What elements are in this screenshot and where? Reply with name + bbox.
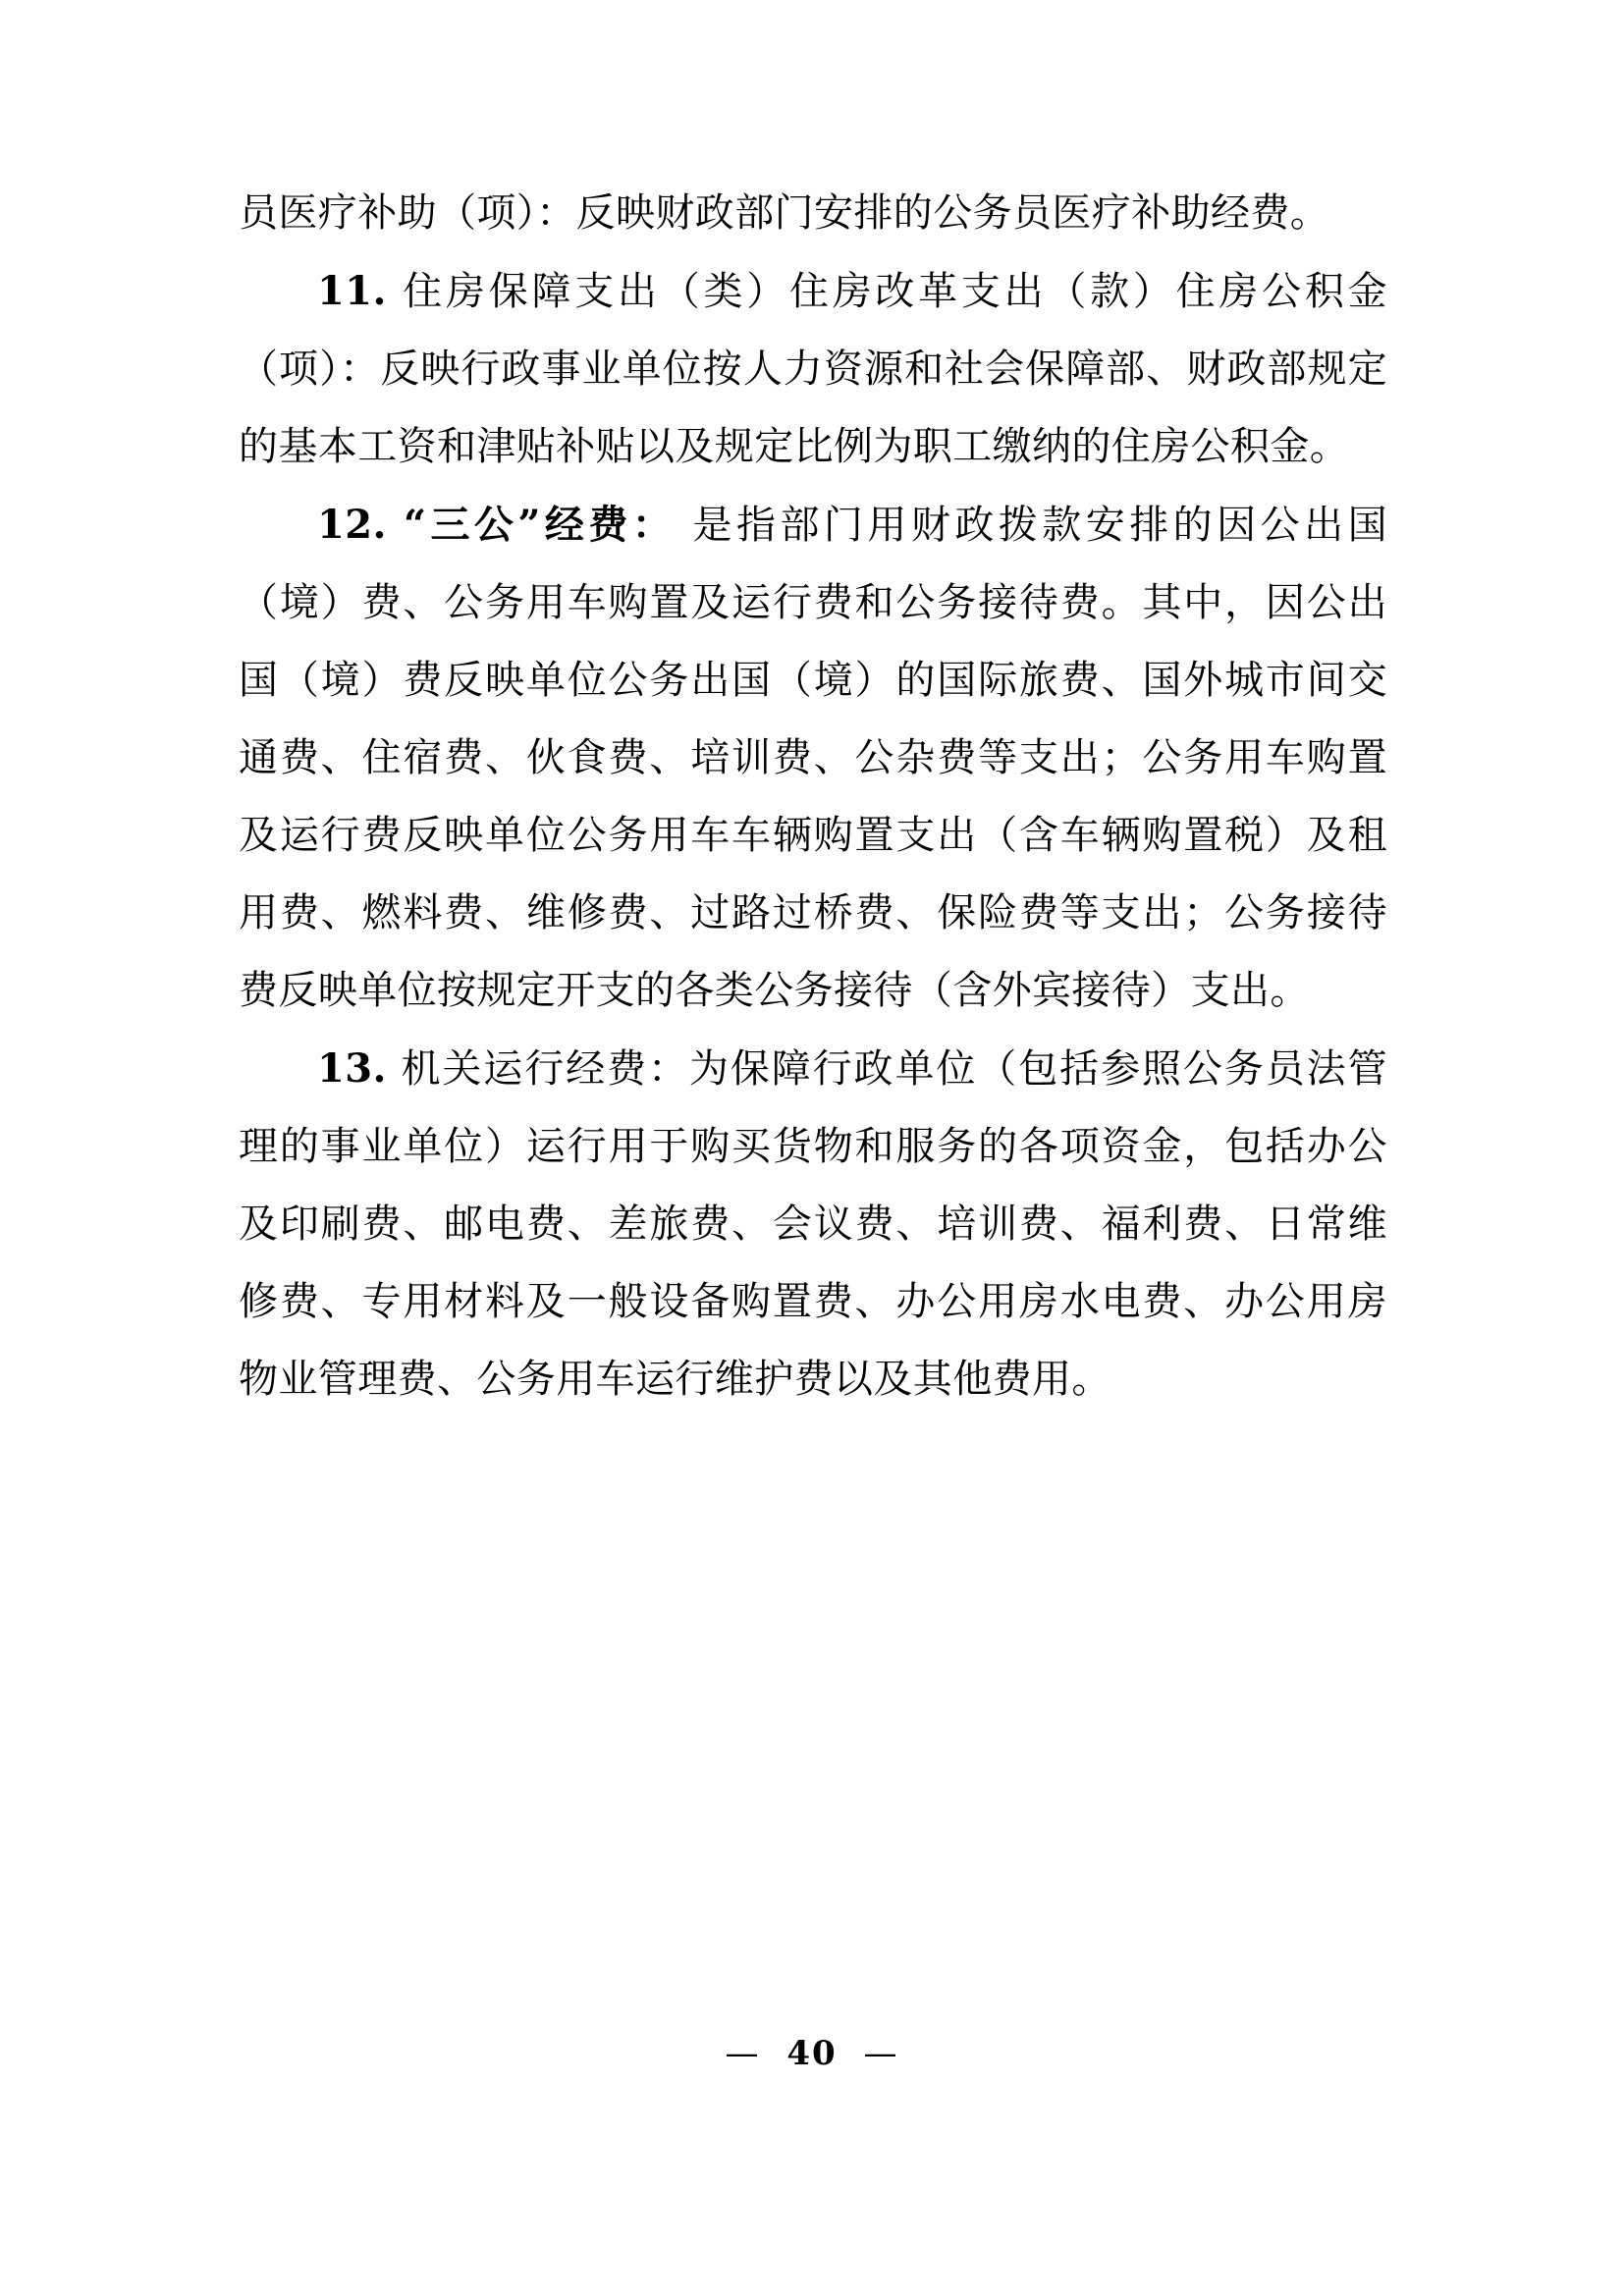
paragraph-13-organ-operating-expenses bbox=[239, 1030, 1387, 1418]
page-footer bbox=[0, 2034, 1624, 2073]
paragraph-continued-medical-subsidy bbox=[239, 175, 1387, 252]
page-number: 40 bbox=[786, 2034, 838, 2073]
paragraph-number: 11. bbox=[317, 268, 387, 314]
paragraph-11-housing-fund bbox=[239, 252, 1387, 486]
paragraph-text: 员医疗补助（项）：反映财政部门安排的公务员医疗补助经费。 bbox=[239, 190, 1330, 236]
footer-dash-left: — bbox=[725, 2034, 761, 2073]
paragraph-text: 是指部门用财政拨款安排的因公出国（境）费、公务用车购置及运行费和公务接待费。其中，因公出国（境）费反映单位公务出国（境）的国际旅费、国外城市间交通费、住宿费、伙食费、培训费、公杂费等支出；公务用车购置及运行费反映单位公务用车车辆购置支出（含车辆购置税）及租用费、燃料费、维修费、过路过桥费、保险费等支出；公务接待费反映单位按规定开支的各类公务接待（含外宾接待）支出。 bbox=[239, 503, 1387, 1013]
paragraph-number: 13. bbox=[317, 1045, 387, 1092]
paragraph-text: 机关运行经费：为保障行政单位（包括参照公务员法管理的事业单位）运行用于购买货物和服务的各项资金，包括办公及印刷费、邮电费、差旅费、会议费、培训费、福利费、日常维修费、专用材料及一般设备购置费、办公用房水电费、办公用房物业管理费、公务用车运行维护费以及其他费用。 bbox=[239, 1046, 1387, 1402]
paragraph-text: 住房保障支出（类）住房改革支出（款）住房公积金（项）：反映行政事业单位按人力资源和社会保障部、财政部规定的基本工资和津贴补贴以及规定比例为职工缴纳的住房公积金。 bbox=[239, 269, 1387, 469]
footer-dash-right: — bbox=[863, 2034, 899, 2073]
paragraph-number: 12. bbox=[317, 502, 387, 548]
paragraph-lead-term: “三公”经费： bbox=[403, 502, 677, 548]
document-body bbox=[239, 175, 1387, 1418]
paragraph-12-three-public-expenses bbox=[239, 486, 1387, 1030]
